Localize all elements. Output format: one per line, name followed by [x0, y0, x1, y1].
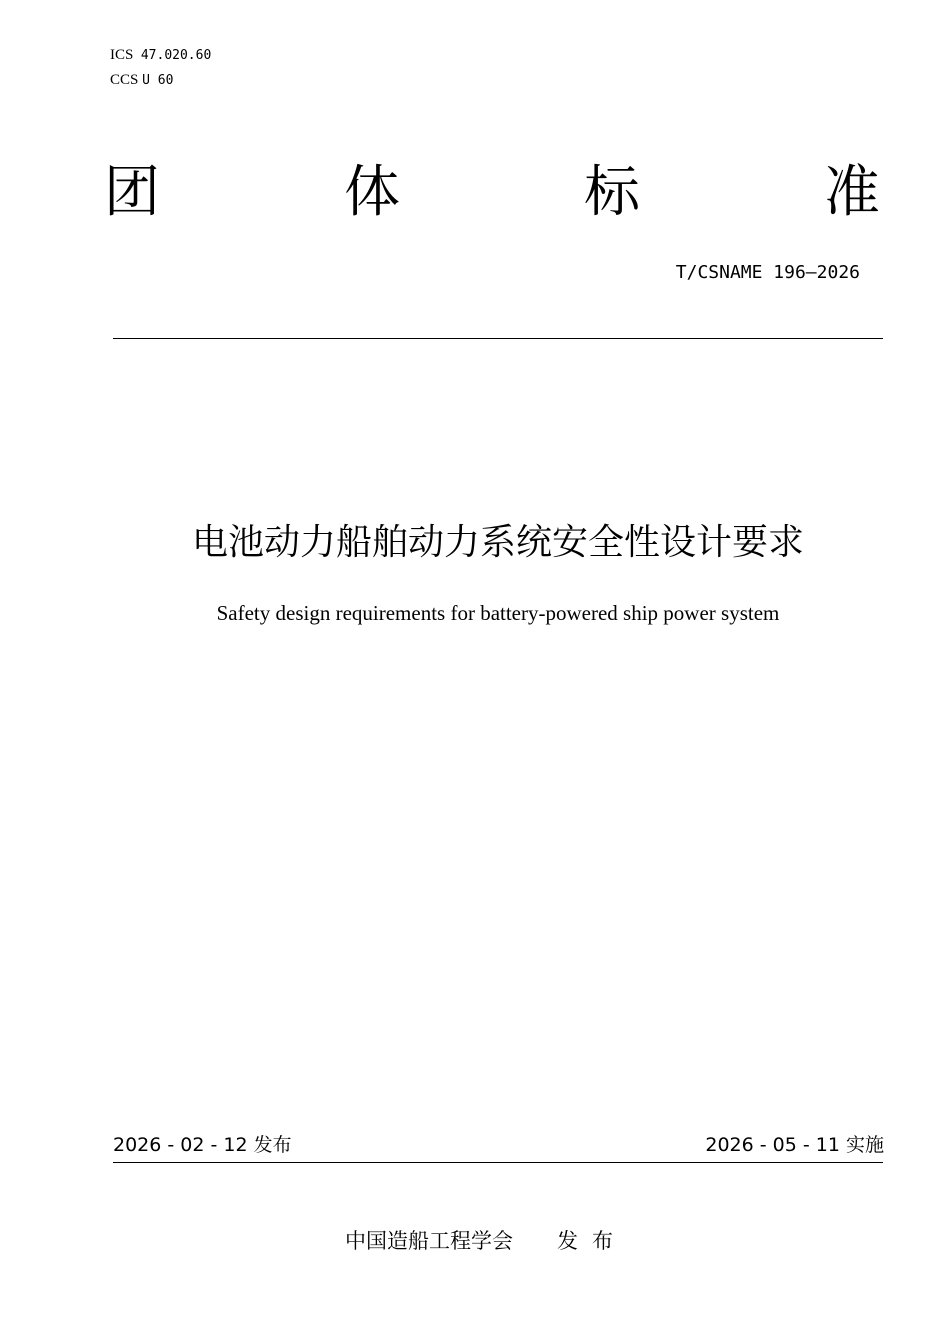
standard-number: T/CSNAME 196—2026	[675, 262, 860, 283]
implementation-date: 2026 - 05 - 11 实施	[705, 1134, 884, 1156]
ccs-classification	[110, 71, 173, 90]
standard-type-heading	[104, 158, 880, 228]
ccs-code: U 60	[142, 73, 174, 88]
standard-type-char: 体	[344, 160, 400, 225]
publisher-action: 发布	[557, 1229, 627, 1253]
standard-type-char: 准	[824, 160, 880, 225]
ics-code: 47.020.60	[140, 48, 212, 63]
bottom-divider	[113, 1162, 883, 1163]
issue-date: 2026 - 02 - 12 发布	[113, 1134, 292, 1156]
standard-type-char: 团	[104, 160, 160, 225]
top-divider	[113, 338, 883, 339]
ics-classification	[110, 46, 211, 65]
document-title-chinese: 电池动力船舶动力系统安全性设计要求	[191, 522, 804, 563]
publisher-name: 中国造船工程学会	[345, 1229, 513, 1253]
ics-label: ICS	[110, 47, 134, 63]
ccs-label: CCS	[110, 72, 139, 88]
standard-type-char: 标	[584, 160, 640, 225]
document-title-english: Safety design requirements for battery-powered ship power system	[216, 601, 780, 625]
publisher-line	[0, 1227, 950, 1255]
